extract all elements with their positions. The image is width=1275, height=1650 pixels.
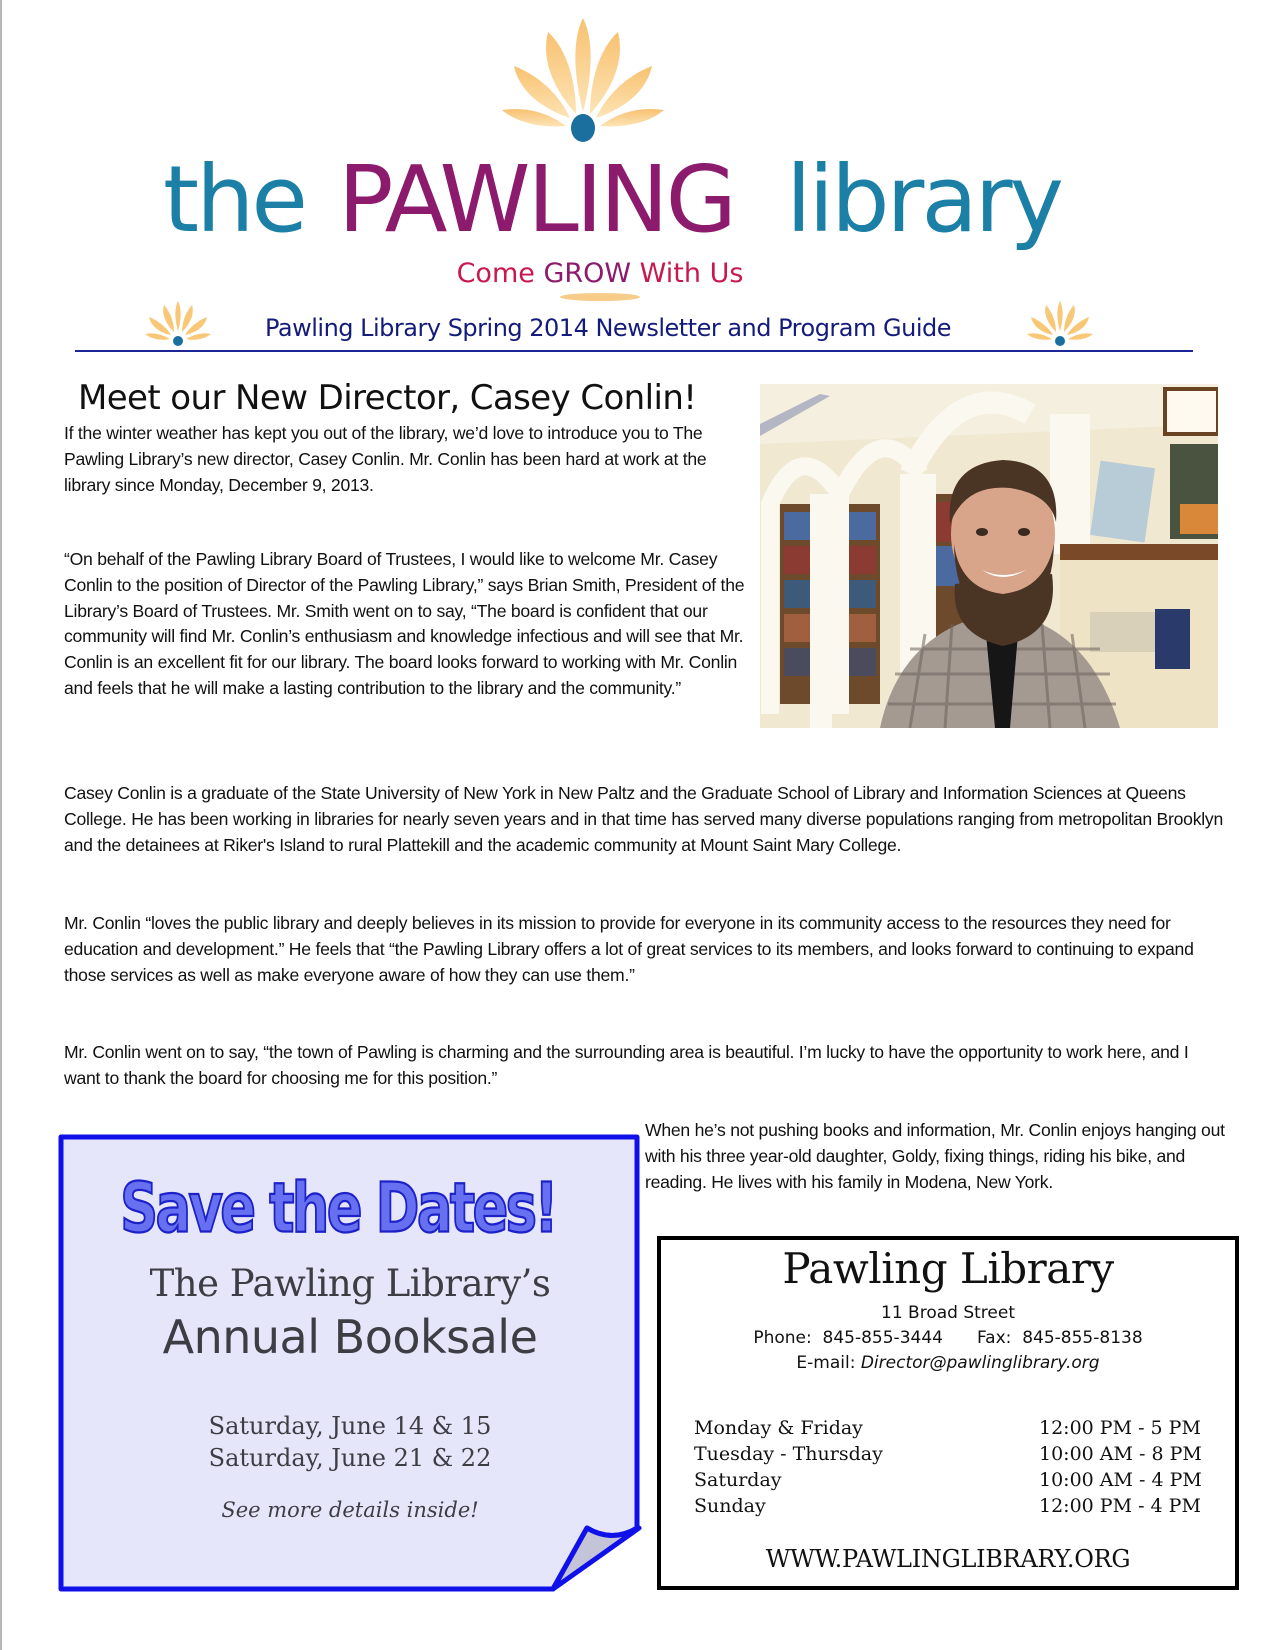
hours-day: Monday & Friday: [694, 1417, 863, 1439]
fax-number: 845-855-8138: [1022, 1328, 1143, 1348]
director-photo: [760, 384, 1218, 728]
article-paragraph: If the winter weather has kept you out of the library, we’d love to introduce you to The Pawling Library’s new director, Casey Conlin. Mr. Conlin has been hard at work at the library since Monday, December 9, 2013.: [64, 423, 707, 495]
hours-time: 10:00 AM - 8 PM: [1039, 1443, 1202, 1465]
save-the-dates-headline: Save the Dates!: [120, 1168, 556, 1249]
phone-number[interactable]: 845-855-3444: [822, 1328, 943, 1348]
contact-email: [657, 1353, 1239, 1373]
logo-word-library: library: [786, 146, 1061, 253]
logo-word-the: the: [163, 146, 305, 253]
small-flower-icon-right: [1025, 301, 1095, 347]
hours-table: [694, 1417, 1204, 1521]
booksale-more-details: See more details inside!: [221, 1498, 479, 1522]
article-paragraph: “On behalf of the Pawling Library Board of Trustees, I would like to welcome Mr. Casey Conlin to the position of Director of the Pawling Library,” says Brian Smith, President of the Library’s Board of Trustees. Mr. Smith went on to say, “The board is confident that our community will find Mr. Conlin’s enthusiasm and knowledge infectious and will see that Mr. Conlin is an excellent fit for our library. The board looks forward to working with Mr. Conlin and feels that he will make a lasting contribution to the library and the community.”: [64, 549, 745, 698]
header-divider: [75, 350, 1193, 352]
booksale-date: Saturday, June 14 & 15: [208, 1412, 492, 1440]
booksale-line-2: Annual Booksale: [162, 1310, 538, 1364]
contact-address: 11 Broad Street: [881, 1303, 1015, 1323]
booksale-dates: [60, 1410, 640, 1474]
director-photo-illustration: [760, 384, 1218, 728]
article-paragraph: Mr. Conlin went on to say, “the town of Pawling is charming and the surrounding area is beautiful. I’m lucky to have the opportunity to work here, and I want to thank the board for choosing me for this position.”: [64, 1042, 1189, 1088]
article-title: Meet our New Director, Casey Conlin!: [78, 378, 697, 418]
contact-phone-fax: [657, 1328, 1239, 1348]
hours-row: [694, 1443, 1204, 1469]
article-paragraph: When he’s not pushing books and information, Mr. Conlin enjoys hanging out with his three year-old daughter, Goldy, fixing things, riding his bike, and reading. He lives with his family in Modena, New York.: [645, 1120, 1225, 1192]
hours-time: 10:00 AM - 4 PM: [1039, 1469, 1202, 1491]
tagline-come: Come: [456, 258, 544, 289]
newsletter-subtitle: Pawling Library Spring 2014 Newsletter and Program Guide: [265, 314, 951, 342]
hours-row: [694, 1495, 1204, 1521]
website-link[interactable]: WWW.PAWLINGLIBRARY.ORG: [765, 1545, 1131, 1573]
hours-time: 12:00 PM - 4 PM: [1039, 1495, 1201, 1517]
masthead-logo: [160, 140, 1090, 270]
article-paragraph: Mr. Conlin “loves the public library and deeply believes in its mission to provide for everyone in its community access to the resources they need for education and development.” He feels that “the Pawling Library offers a lot of great services to its members, and looks forward to continuing to expand those services as well as make everyone aware of how they can use them.”: [64, 913, 1194, 985]
hours-day: Sunday: [694, 1495, 766, 1517]
hours-day: Tuesday - Thursday: [694, 1443, 883, 1465]
email-link[interactable]: Director@pawlinglibrary.org: [860, 1353, 1100, 1373]
logo-word-pawling: PAWLING: [338, 146, 734, 253]
hours-row: [694, 1417, 1204, 1443]
tagline: [400, 258, 800, 289]
tagline-with-us: With Us: [631, 258, 744, 289]
small-flower-icon-left: [143, 301, 213, 347]
booksale-line-1: The Pawling Library’s: [149, 1262, 551, 1305]
article-paragraph: Casey Conlin is a graduate of the State University of New York in New Paltz and the Graduate School of Library and Information Sciences at Queens College. He has been working in libraries for nearly seven years and in that time has served many diverse populations ranging from metropolitan Brooklyn and the detainees at Riker's Island to rural Plattekill and the academic community at Mount Saint Mary College.: [64, 783, 1223, 855]
booksale-date: Saturday, June 21 & 22: [208, 1444, 492, 1472]
phone-label: Phone:: [753, 1328, 812, 1348]
hours-row: [694, 1469, 1204, 1495]
tagline-underline: [560, 293, 640, 301]
page-edge: [0, 0, 2, 1650]
contact-library-name: Pawling Library: [782, 1244, 1114, 1293]
email-label: E-mail:: [796, 1353, 856, 1373]
flower-logo-icon: [488, 14, 678, 144]
fax-label: Fax:: [976, 1328, 1012, 1348]
hours-time: 12:00 PM - 5 PM: [1039, 1417, 1201, 1439]
hours-day: Saturday: [694, 1469, 782, 1491]
tagline-grow: GROW: [543, 258, 632, 289]
